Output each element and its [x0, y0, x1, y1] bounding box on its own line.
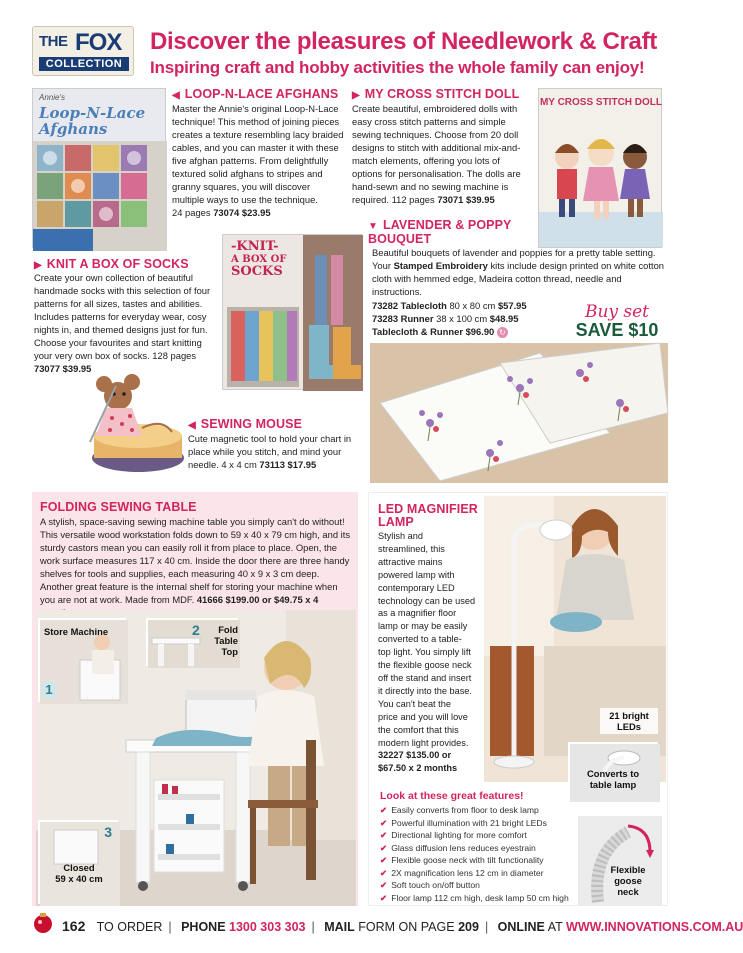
price-value: $57.95	[497, 300, 527, 311]
cross-stitch-doll-title: ▶ MY CROSS STITCH DOLL	[352, 87, 520, 101]
socks-text: Create your own collection of beautiful handmade socks with this selection of four patterns for all sizes, tastes and abilities. Includes patterns for everyday wear, cosy nights in, and themed designs just for fun. Choose your favourites and start knitting your very own box of socks. 128 pages	[34, 272, 211, 361]
fold-table-label	[204, 624, 238, 657]
cross-stitch-doll-book-cover	[538, 88, 662, 248]
cross-stitch-doll-text: Create beautiful, embroidered dolls with easy cross stitch patterns and simple sewing techniques. Choose from 20 doll designs to stitch with additional mix-and-match elements, offering you lots of options for personalisation. The dolls are hand-sewn and no sewing machine is required. 112 pages	[352, 103, 521, 205]
price-value: $48.95	[489, 313, 519, 324]
feature-text: Floor lamp 112 cm high, desk lamp 50 cm high	[391, 892, 569, 903]
lamp-line: You can't beat the	[378, 698, 451, 709]
feature-item	[380, 829, 580, 842]
feature-text: 2X magnification lens 12 cm in diameter	[391, 867, 544, 878]
tablecloth-image	[370, 343, 668, 483]
check-icon: ✔	[380, 867, 388, 878]
sewing-mouse-code: 73113 $17.95	[259, 459, 317, 470]
sewing-mouse-title-text: SEWING MOUSE	[200, 417, 303, 431]
lavender-description	[372, 246, 667, 298]
feature-text: Powerful illumination with 21 bright LEDs	[391, 817, 547, 828]
check-icon: ✔	[380, 892, 388, 903]
store-machine-label: Store Machine	[44, 626, 109, 637]
cross-stitch-doll-code: 73071 $39.95	[437, 194, 495, 205]
features-title: Look at these great features!	[380, 790, 524, 802]
converts-line2: table lamp	[589, 779, 637, 790]
lamp-code-line1: 32227 $135.00 or	[378, 750, 452, 761]
logo-collection: COLLECTION	[39, 57, 129, 71]
socks-cover-line3: SOCKS	[231, 264, 283, 279]
socks-book-cover	[222, 234, 362, 390]
lamp-line: converted to a table-	[378, 634, 462, 645]
feature-text: Soft touch on/off button	[391, 880, 480, 890]
check-icon: ✔	[380, 855, 388, 865]
socks-code: 73077 $39.95	[34, 363, 92, 374]
feature-item	[380, 804, 580, 817]
table-lamp-inset	[568, 742, 658, 800]
buy-set-text: Buy set	[584, 302, 650, 322]
feature-text: Flexible goose neck with tilt functionality	[391, 855, 544, 865]
lamp-line: off the stand and insert	[378, 672, 472, 683]
loop-n-lace-text: Master the Annie's original Loop-N-Lace technique! This method of joining pieces creates a texture resembling lacy braided cables, and you can master it with these five afghan patterns. From delightfully textured solid afghans to stripes and granny squares, you will discover multiple ways to use the technique.	[172, 103, 344, 205]
folding-table-text: A stylish, space-saving sewing machine table you simply can't do without! This versatile wood workstation folds down to 59 x 40 x 79 cm high, and its sturdy castors mean you can easily roll it from place to place. Open, the work surface measures 117 x 40 cm. Inside the door there are three handy shelves for tools and supplies, each measuring 40 x 9 x 3 cm deep. Another great feature is the internal shelf for storing your machine when you are not at work. Made from MDF.	[40, 516, 351, 605]
loop-n-lace-description	[172, 102, 344, 219]
lamp-line: modern light provides.	[378, 737, 469, 748]
check-icon: ✔	[380, 830, 388, 840]
folding-table-title: FOLDING SEWING TABLE	[40, 500, 197, 514]
lamp-line: attractive mains	[378, 556, 443, 567]
socks-image	[223, 235, 363, 391]
lamp-line: price and you will love	[378, 711, 468, 722]
mail-label: MAIL	[324, 920, 355, 934]
cross-stitch-doll-title-text: MY CROSS STITCH DOLL	[364, 87, 520, 101]
lamp-line: the flexible goose neck	[378, 660, 472, 671]
page-number: 162	[62, 918, 86, 934]
lamp-scene	[484, 496, 666, 782]
loop-n-lace-title: ◀ LOOP-N-LACE AFGHANS	[172, 87, 339, 101]
feature-item	[380, 842, 580, 855]
doll-cover-title: MY CROSS STITCH DOLL	[539, 97, 663, 108]
step-number-1: 1	[42, 682, 56, 698]
goose-neck-inset	[576, 814, 660, 904]
dolls-image	[539, 117, 663, 247]
lamp-photo	[484, 496, 666, 782]
lamp-line: contemporary LED	[378, 582, 455, 593]
ornament-graphic	[32, 912, 54, 934]
check-icon: ✔	[380, 842, 388, 853]
page-headline: Discover the pleasures of Needlework & Craft	[150, 28, 657, 55]
phone-number[interactable]: 1300 303 303	[229, 920, 306, 934]
price-code: Tablecloth & Runner	[372, 326, 463, 337]
lamp-title	[378, 503, 478, 529]
cover-title: Loop-N-Lace Afghans	[39, 104, 146, 138]
feature-text: Easily converts from floor to desk lamp	[391, 805, 539, 815]
check-icon: ✔	[380, 880, 388, 890]
lamp-line: as a magnifier floor	[378, 608, 457, 619]
leds-callout	[600, 708, 658, 734]
feature-text: Directional lighting for more comfort	[391, 830, 527, 840]
fold-label-line1: Fold	[218, 624, 238, 635]
closed-label	[40, 862, 118, 884]
sewing-mouse-description	[188, 432, 358, 471]
lamp-line: top light. You simply lift	[378, 647, 471, 658]
lavender-text2: kits include design printed on white cotton cloth with hemmed edge, Madeira cotton thread, needle and instructions.	[372, 260, 665, 297]
footer-order-bar: 162 TO ORDER | PHONE 1300 303 303 | MAIL FORM ON PAGE 209 | ONLINE AT WWW.INNOVATIONS.COM.AU	[62, 918, 743, 934]
online-label: ONLINE	[497, 920, 545, 934]
price-size: 38 x 100 cm	[436, 313, 488, 324]
socks-title-text: KNIT A BOX OF SOCKS	[46, 257, 189, 271]
leds-callout-line1: 21 bright	[609, 710, 649, 721]
step-number-3: 3	[104, 824, 112, 840]
lamp-line: lamp or may be easily	[378, 621, 468, 632]
lavender-title-line1: LAVENDER & POPPY	[383, 218, 512, 232]
closed-label-line2: 59 x 40 cm	[55, 873, 103, 884]
leds-callout-line2: LEDs	[617, 721, 641, 732]
sewing-mouse-text: Cute magnetic tool to hold your chart in place while you stitch, and mind your needle. 4 x 4 cm	[188, 433, 352, 470]
buy-set-offer	[568, 302, 666, 341]
lamp-line: it directly into the base.	[378, 685, 472, 696]
cross-stitch-doll-description	[352, 102, 532, 206]
lavender-bold: Stamped Embroidery	[393, 260, 488, 271]
phone-label: PHONE	[181, 920, 226, 934]
lamp-title-line2: LAMP	[378, 515, 414, 529]
goose-neck-callout	[598, 864, 658, 897]
check-icon: ✔	[380, 805, 388, 815]
lamp-line: the comfort that this	[378, 724, 459, 735]
lamp-line: powered lamp with	[378, 569, 455, 580]
feature-item	[380, 879, 580, 892]
goose-line3: neck	[617, 886, 639, 897]
feature-item	[380, 817, 580, 830]
lamp-title-line1: LED MAGNIFIER	[378, 502, 478, 516]
closed-label-line1: Closed	[63, 862, 95, 873]
logo-the: THE	[39, 33, 68, 50]
price-size: 80 x 80 cm	[449, 300, 496, 311]
save-text: SAVE $10	[575, 320, 659, 340]
feature-text: Glass diffusion lens reduces eyestrain	[391, 842, 536, 853]
ornament-icon	[32, 912, 54, 934]
store-machine-inset	[38, 618, 126, 702]
goose-line2: goose	[614, 875, 642, 886]
lavender-title-line2: BOUQUET	[368, 232, 432, 246]
fold-label-line2: Table	[214, 635, 238, 646]
lamp-line: technology can be used	[378, 595, 476, 606]
features-list	[380, 804, 580, 904]
lamp-line: Stylish and	[378, 531, 423, 541]
loop-n-lace-title-text: LOOP-N-LACE AFGHANS	[184, 87, 339, 101]
page-subheadline: Inspiring craft and hobby activities the whole family can enjoy!	[150, 58, 645, 77]
lavender-text1: Beautiful bouquets of lavender and poppies for a pretty table setting. Your	[372, 247, 656, 271]
loop-n-lace-book-cover	[32, 88, 166, 248]
feature-item	[380, 867, 580, 880]
fold-label-line3: Top	[221, 646, 238, 657]
lavender-tablecloth-photo	[370, 343, 668, 483]
online-at: AT	[547, 920, 563, 934]
converts-line1: Converts to	[586, 768, 640, 779]
lamp-description	[378, 530, 490, 775]
fold-table-top-inset	[146, 618, 238, 666]
price-row	[372, 299, 572, 312]
lamp-line: streamlined, this	[378, 543, 445, 554]
feature-item	[380, 854, 580, 867]
socks-description	[34, 271, 220, 375]
sewing-mouse-title: ◀ SEWING MOUSE	[188, 417, 303, 431]
goose-line1: Flexible	[610, 864, 646, 875]
step-number-2: 2	[192, 622, 200, 638]
afghan-blanket-image	[33, 141, 167, 251]
socks-title: ▶ KNIT A BOX OF SOCKS	[34, 257, 189, 271]
lamp-code-line2: $67.50 x 2 months	[378, 763, 458, 774]
website-link[interactable]: WWW.INNOVATIONS.COM.AU	[566, 920, 743, 934]
feature-item	[380, 892, 580, 905]
sewing-mouse-image	[82, 368, 194, 478]
mail-text: FORM ON PAGE	[358, 920, 455, 934]
to-order: TO ORDER	[96, 920, 163, 934]
closed-table-inset	[38, 820, 118, 904]
price-code: 73283 Runner	[372, 313, 434, 324]
price-code: 73282 Tablecloth	[372, 300, 447, 311]
logo-fox: FOX	[75, 29, 122, 56]
check-icon: ✔	[380, 817, 388, 828]
loop-n-lace-code: 73074 $23.95	[213, 207, 271, 218]
price-value: $96.90	[465, 326, 495, 337]
socks-cover-line1: -KNIT-	[231, 239, 279, 254]
folding-table-description	[40, 515, 352, 619]
lavender-price-list	[372, 299, 572, 338]
converts-callout	[570, 768, 656, 790]
loop-n-lace-pages: 24 pages	[172, 207, 211, 218]
mouse-illustration	[82, 368, 194, 478]
price-row	[372, 325, 572, 338]
folding-table-code: 41666 $199.00 or $49.75 x 4	[196, 594, 319, 605]
mail-page: 209	[458, 920, 479, 934]
socks-cover-line2: A BOX OF	[231, 254, 287, 265]
set-badge-icon: ↻	[497, 327, 508, 338]
brand-logo	[32, 26, 134, 76]
lavender-title: ▼ LAVENDER & POPPY BOUQUET	[368, 218, 512, 246]
price-row	[372, 312, 572, 325]
cover-brand: Annie's	[39, 93, 65, 102]
